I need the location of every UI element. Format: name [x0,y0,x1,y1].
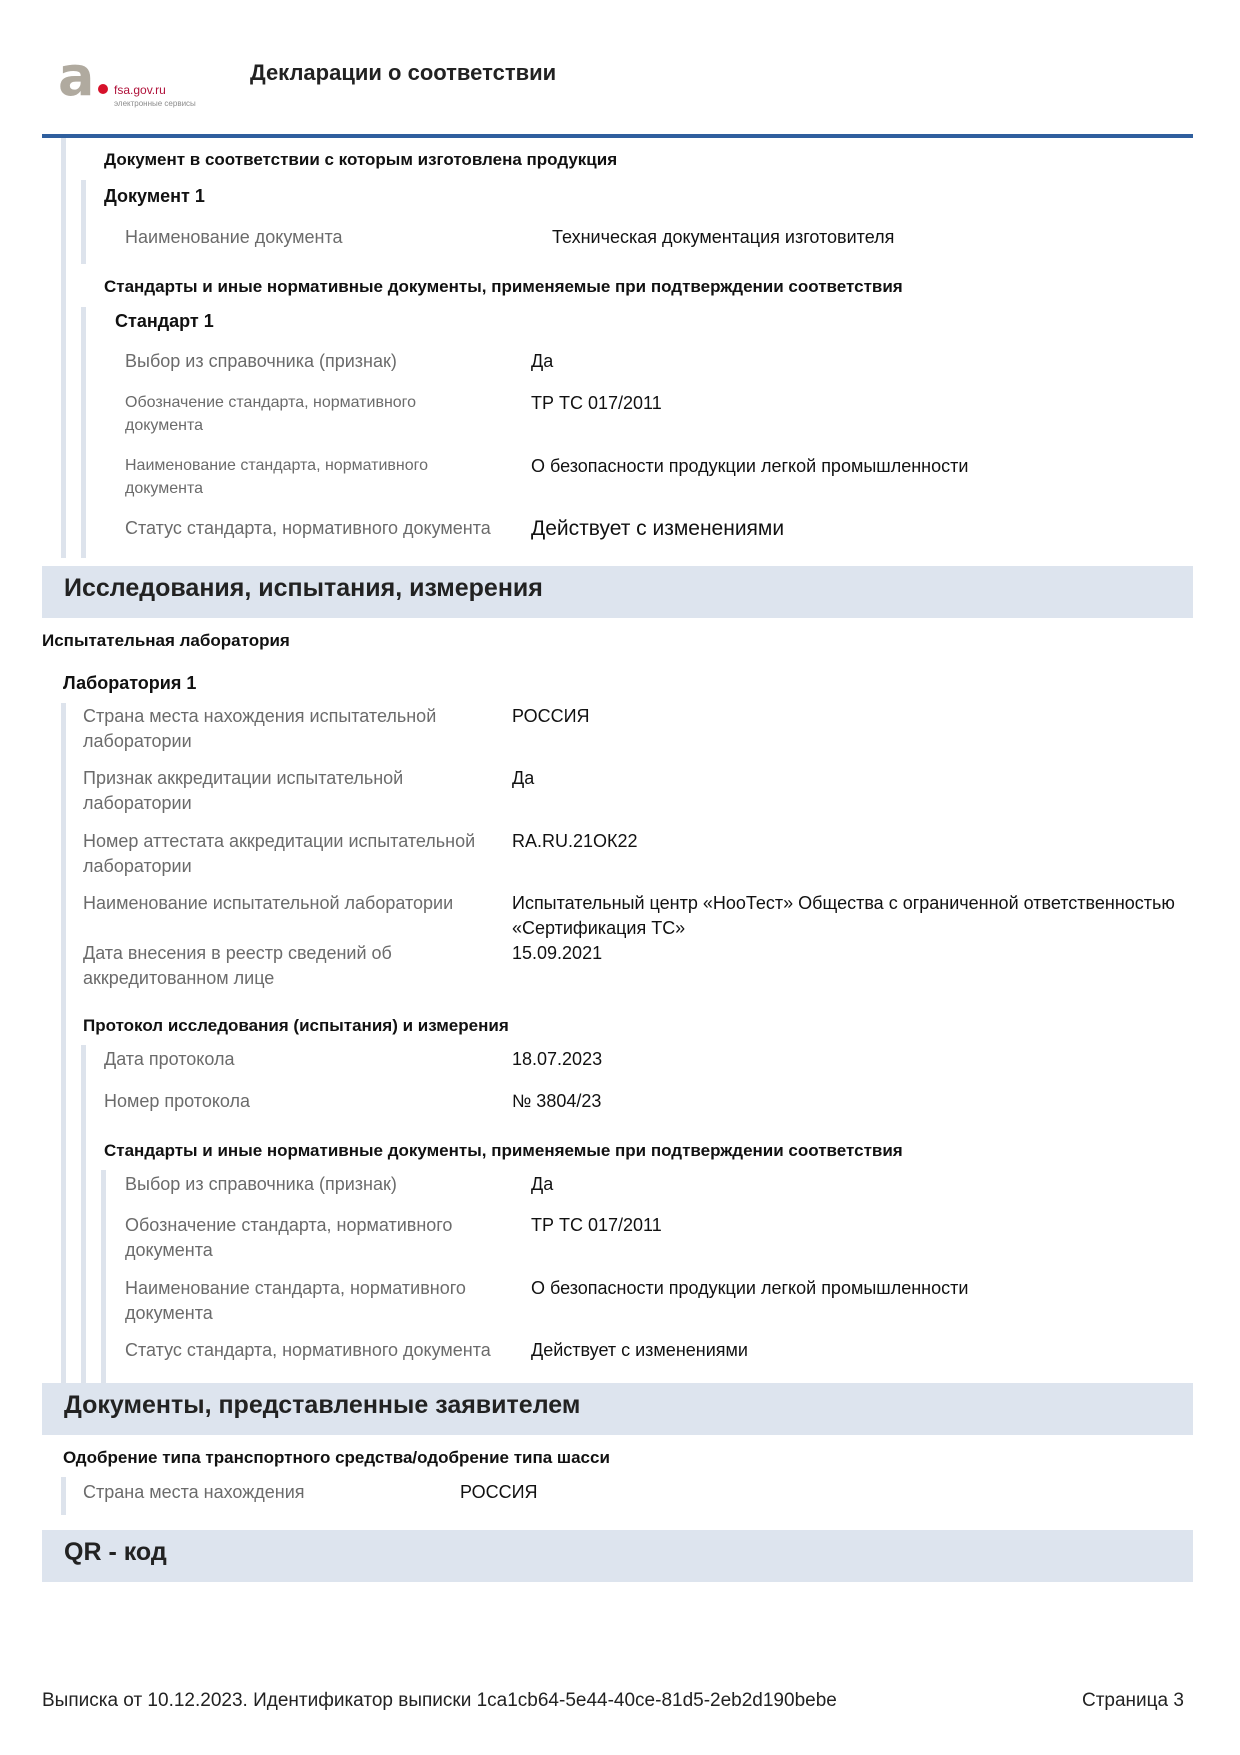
lab-label: Наименование испытательной лаборатории [83,893,454,913]
research-std-value: Действует с изменениями [531,1340,748,1360]
indent-bar [81,307,86,558]
research-standards-heading: Стандарты и иные нормативные документы, применяемые при подтверждении соответствия [104,1141,903,1160]
standards-heading: Стандарты и иные нормативные документы, применяемые при подтверждении соответствия [104,277,903,296]
lab-value: РОССИЯ [512,706,590,726]
protocol-label: Дата протокола [104,1049,235,1069]
protocol-value: № 3804/23 [512,1091,602,1111]
indent-bar [61,703,66,1383]
lab-label: Признак аккредитации испытательной лаборатории [83,768,404,813]
std-value: О безопасности продукции легкой промышленности [531,456,969,476]
std-label: Статус стандарта, нормативного документа [125,518,491,538]
header-rule [42,134,1193,138]
approval-country-value: РОССИЯ [460,1482,538,1502]
lab-value: Испытательный центр «НооТест» Общества с ограниченной ответственностью «Сертификация ТС» [512,893,1175,938]
research-std-label: Статус стандарта, нормативного документа [125,1340,491,1360]
standard1-title: Стандарт 1 [115,311,214,331]
lab-label: Дата внесения в реестр сведений об аккредитованном лице [83,943,392,988]
indent-bar [81,1045,86,1383]
std-value: Действует с изменениями [531,517,785,540]
lab-value: RA.RU.21ОК22 [512,831,638,851]
protocol-heading: Протокол исследования (испытания) и измерения [83,1016,509,1035]
std-label: Обозначение стандарта, нормативного документа [125,394,417,434]
lab-value: 15.09.2021 [512,943,603,963]
protocol-label: Номер протокола [104,1091,251,1111]
logo-dot [98,84,108,94]
lab1-title: Лаборатория 1 [63,673,197,693]
fsa-logo-icon: a [58,45,95,108]
lab-label: Страна места нахождения испытательной лаборатории [83,706,437,751]
footer-extract: Выписка от 10.12.2023. Идентификатор выписки 1ca1cb64-5e44-40ce-81d5-2eb2d190bebe [42,1690,837,1711]
qr-section-header [42,1530,1193,1582]
research-std-value: ТР ТС 017/2011 [531,1215,662,1235]
approval-country-label: Страна места нахождения [83,1482,305,1502]
research-std-value: О безопасности продукции легкой промышленности [531,1278,969,1298]
lab-label: Номер аттестата аккредитации испытательной лаборатории [83,831,476,876]
applicant-section-title: Документы, представленные заявителем [64,1391,581,1419]
std-value: Да [531,351,554,371]
research-std-value: Да [531,1174,554,1194]
indent-bar [81,180,86,264]
page-title: Декларации о соответствии [250,60,557,85]
research-std-label: Выбор из справочника (признак) [125,1174,397,1194]
qr-section-title: QR - код [64,1538,167,1566]
lab-heading: Испытательная лаборатория [42,631,290,650]
doc1-name-value: Техническая документация изготовителя [552,227,895,247]
footer-page: Страница 3 [1082,1690,1184,1711]
lab-value: Да [512,768,535,788]
approval-heading: Одобрение типа транспортного средства/одобрение типа шасси [63,1448,610,1467]
std-label: Выбор из справочника (признак) [125,351,397,371]
doc-heading: Документ в соответствии с которым изготовлена продукция [104,150,618,169]
protocol-value: 18.07.2023 [512,1049,603,1069]
std-value: ТР ТС 017/2011 [531,393,662,413]
indent-bar [61,1477,66,1515]
applicant-section-header [42,1383,1193,1435]
research-std-label: Наименование стандарта, нормативного документа [125,1278,466,1323]
indent-bar [101,1170,106,1383]
std-label: Наименование стандарта, нормативного документа [125,457,429,497]
logo-site: fsa.gov.ru [114,83,166,97]
indent-bar [61,138,66,558]
research-std-label: Обозначение стандарта, нормативного документа [125,1215,453,1260]
research-section-title: Исследования, испытания, измерения [64,574,543,602]
doc1-title: Документ 1 [104,186,205,206]
research-section-header [42,566,1193,618]
doc1-name-label: Наименование документа [125,227,343,247]
logo-subtitle: электронные сервисы [114,99,196,108]
